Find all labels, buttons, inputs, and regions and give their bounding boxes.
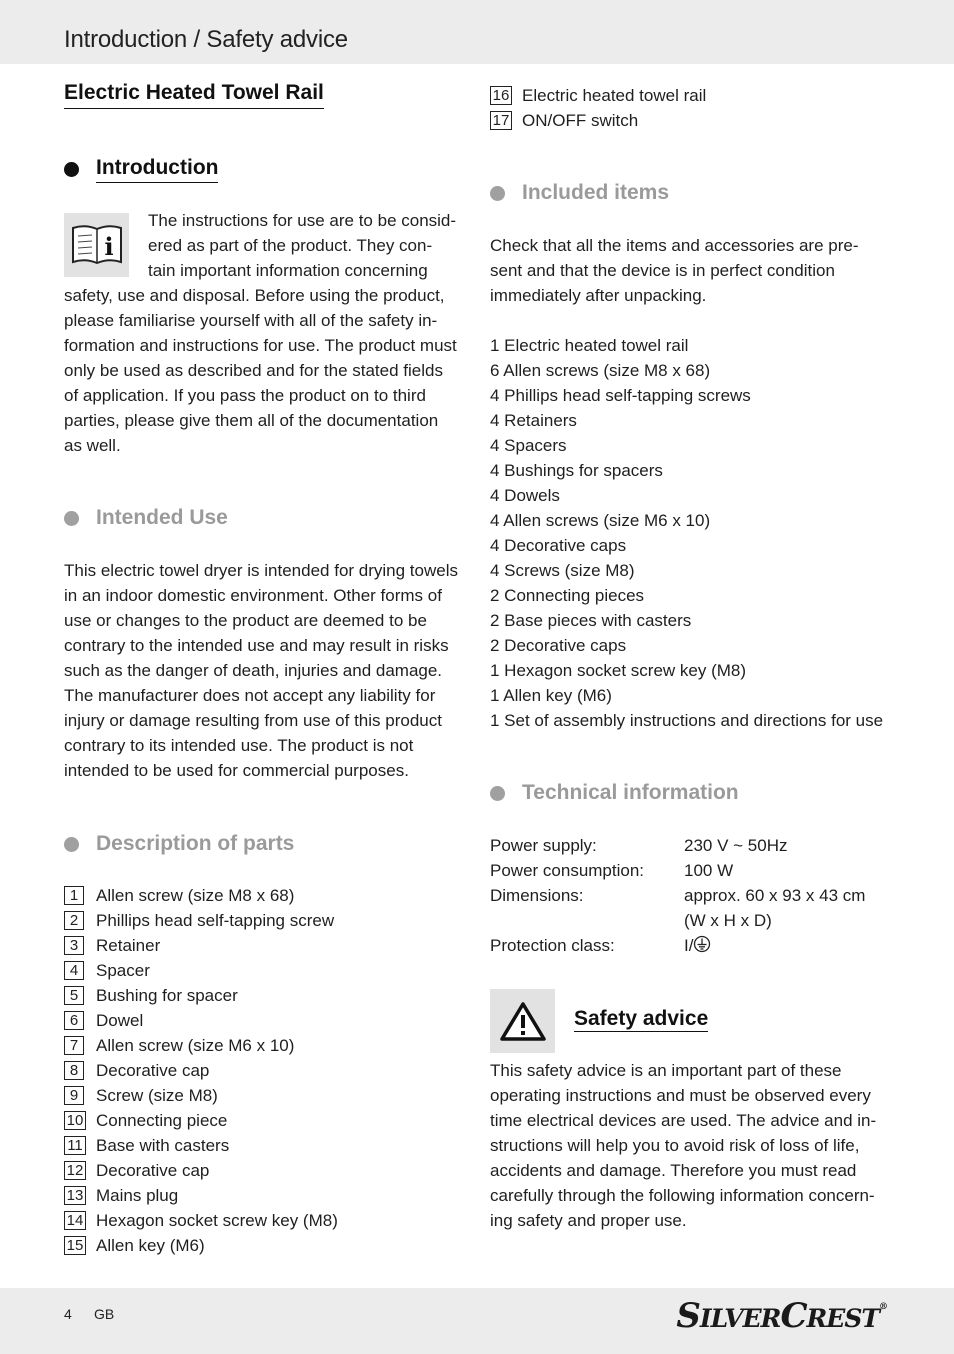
list-item: 4 Dowels: [490, 486, 560, 505]
list-item: [64, 908, 468, 933]
part-number: 12: [64, 1161, 86, 1180]
included-items-list: [490, 333, 894, 733]
registered-mark: ®: [879, 1302, 888, 1312]
text-line: intended to be used for commercial purposes.: [64, 761, 409, 780]
spec-value: approx. 60 x 93 x 43 cm: [684, 886, 866, 905]
table-row: [490, 833, 865, 858]
svg-text:i: i: [103, 232, 114, 261]
list-item: [64, 1158, 468, 1183]
page-header-title: Introduction / Safety advice: [64, 26, 348, 53]
part-number: 1: [64, 886, 84, 905]
text-line: contrary to the intended use and may result in risks: [64, 636, 449, 655]
part-label: Base with casters: [96, 1135, 230, 1155]
table-row: [490, 858, 865, 883]
part-label: Decorative cap: [96, 1060, 210, 1080]
text-line: carefully through the following information concern-: [490, 1186, 875, 1205]
part-label: Bushing for spacer: [96, 985, 238, 1005]
bullet-dot-icon: [490, 786, 505, 801]
part-number: 6: [64, 1011, 84, 1030]
included-items-intro: [490, 233, 894, 308]
logo-letters: ILVER: [699, 1304, 781, 1333]
spec-value-cell: [684, 933, 865, 960]
text-line: The manufacturer does not accept any liability for: [64, 686, 436, 705]
description-of-parts-heading: [64, 831, 294, 857]
list-item: 2 Decorative caps: [490, 636, 627, 655]
list-item: [64, 1133, 468, 1158]
list-item: [64, 1108, 468, 1133]
text-line: formation and instructions for use. The product must: [64, 336, 457, 355]
list-item: [490, 83, 894, 108]
text-line: only be used as described and for the stated fields: [64, 361, 443, 380]
list-item: 4 Retainers: [490, 411, 577, 430]
spec-key: Protection class:: [490, 936, 615, 955]
list-item: 1 Electric heated towel rail: [490, 336, 689, 355]
list-item: [64, 1033, 468, 1058]
part-label: Phillips head self-tapping screw: [96, 910, 335, 930]
list-item: 2 Base pieces with casters: [490, 611, 692, 630]
part-label: Allen key (M6): [96, 1235, 205, 1255]
part-number: 4: [64, 961, 84, 980]
spec-key: Dimensions:: [490, 886, 584, 905]
page-number: 4: [64, 1306, 72, 1322]
part-label: Allen screw (size M8 x 68): [96, 885, 295, 905]
text-line: injury or damage resulting from use of this product: [64, 711, 442, 730]
bullet-dot-icon: [490, 186, 505, 201]
earth-ground-icon: [693, 935, 711, 960]
part-label: Screw (size M8): [96, 1085, 218, 1105]
table-row: [490, 908, 865, 933]
part-number: 3: [64, 936, 84, 955]
list-item: 4 Screws (size M8): [490, 561, 635, 580]
part-number: 15: [64, 1236, 86, 1255]
list-item: [64, 1208, 468, 1233]
logo-letter: S: [676, 1296, 700, 1336]
text-line: safety, use and disposal. Before using the product,: [64, 286, 445, 305]
part-label: Retainer: [96, 935, 161, 955]
part-label: Allen screw (size M6 x 10): [96, 1035, 295, 1055]
introduction-heading: [64, 155, 218, 183]
part-number: 7: [64, 1036, 84, 1055]
bullet-dot-icon: [64, 162, 79, 177]
safety-advice-heading-text: Safety advice: [574, 1007, 709, 1030]
text-line: in an indoor domestic environment. Other forms of: [64, 586, 442, 605]
list-item: [64, 1058, 468, 1083]
document-title: Electric Heated Towel Rail: [64, 80, 324, 109]
list-item: [64, 883, 468, 908]
part-label: Decorative cap: [96, 1160, 210, 1180]
list-item: 1 Hexagon socket screw key (M8): [490, 661, 747, 680]
text-line: structions will help you to avoid risk of loss of life,: [490, 1136, 860, 1155]
part-label: Connecting piece: [96, 1110, 228, 1130]
introduction-text-top: [148, 208, 468, 283]
text-line: This safety advice is an important part of these: [490, 1061, 842, 1080]
technical-information-heading: [490, 780, 739, 806]
spec-key: Power supply:: [490, 836, 597, 855]
parts-list: [64, 883, 468, 1258]
part-label: ON/OFF switch: [522, 110, 639, 130]
text-line: parties, please give them all of the documentation: [64, 411, 439, 430]
list-item: [490, 108, 894, 133]
intended-use-text: [64, 558, 468, 783]
spec-key: Power consumption:: [490, 861, 645, 880]
warning-triangle-icon: [490, 989, 555, 1053]
intended-use-heading-text: Intended Use: [96, 506, 228, 529]
part-label: Dowel: [96, 1010, 144, 1030]
list-item: [64, 1233, 468, 1258]
list-item: [64, 1008, 468, 1033]
spec-value: 100 W: [684, 861, 734, 880]
description-of-parts-heading-text: Description of parts: [96, 832, 295, 855]
list-item: [64, 933, 468, 958]
part-label: Hexagon socket screw key (M8): [96, 1210, 338, 1230]
technical-specs-table: [490, 833, 865, 960]
text-line: immediately after unpacking.: [490, 286, 707, 305]
part-number: 13: [64, 1186, 86, 1205]
part-number: 11: [64, 1136, 86, 1155]
text-line: such as the danger of death, injuries and damage.: [64, 661, 443, 680]
list-item: 1 Allen key (M6): [490, 686, 612, 705]
text-line: of application. If you pass the product on to third: [64, 386, 426, 405]
text-line: please familiarise yourself with all of the safety in-: [64, 311, 438, 330]
list-item: [64, 1183, 468, 1208]
spec-value: 230 V ~ 50Hz: [684, 836, 788, 855]
text-line: This electric towel dryer is intended for drying towels: [64, 561, 458, 580]
text-line: as well.: [64, 436, 121, 455]
text-line: time electrical devices are used. The advice and in-: [490, 1111, 877, 1130]
silvercrest-logo: [676, 1296, 888, 1336]
parts-list-continued: [490, 83, 894, 133]
text-line: use or changes to the product are deemed to be: [64, 611, 427, 630]
list-item: [64, 958, 468, 983]
table-row: [490, 883, 865, 908]
part-number: 17: [490, 111, 512, 130]
text-line: operating instructions and must be observed every: [490, 1086, 871, 1105]
part-number: 14: [64, 1211, 86, 1230]
spec-value: (W x H x D): [684, 911, 772, 930]
safety-advice-text: [490, 1058, 900, 1233]
list-item: 4 Bushings for spacers: [490, 461, 663, 480]
text-line: contrary to its intended use. The product is not: [64, 736, 414, 755]
logo-letter: C: [780, 1296, 807, 1336]
text-line: Check that all the items and accessories are pre-: [490, 236, 859, 255]
part-label: Mains plug: [96, 1185, 179, 1205]
logo-letters: REST: [806, 1304, 879, 1333]
list-item: 4 Phillips head self-tapping screws: [490, 386, 751, 405]
list-item: [64, 983, 468, 1008]
included-items-heading-text: Included items: [522, 181, 670, 204]
bullet-dot-icon: [64, 837, 79, 852]
intended-use-heading: [64, 505, 228, 531]
text-line: ered as part of the product. They con-: [148, 236, 433, 255]
language-code: GB: [94, 1306, 115, 1322]
text-line: sent and that the device is in perfect condition: [490, 261, 835, 280]
list-item: 1 Set of assembly instructions and directions for use: [490, 711, 884, 730]
part-number: 5: [64, 986, 84, 1005]
included-items-heading: [490, 180, 669, 206]
bullet-dot-icon: [64, 511, 79, 526]
part-label: Electric heated towel rail: [522, 85, 707, 105]
text-line: The instructions for use are to be consid-: [148, 211, 457, 230]
safety-advice-heading: [574, 1006, 708, 1032]
part-label: Spacer: [96, 960, 150, 980]
part-number: 10: [64, 1111, 86, 1130]
list-item: 4 Spacers: [490, 436, 567, 455]
part-number: 2: [64, 911, 84, 930]
list-item: 2 Connecting pieces: [490, 586, 645, 605]
spec-key: [490, 908, 684, 933]
list-item: 4 Allen screws (size M6 x 10): [490, 511, 711, 530]
list-item: 6 Allen screws (size M8 x 68): [490, 361, 711, 380]
introduction-heading-text: Introduction: [96, 155, 218, 183]
text-line: ing safety and proper use.: [490, 1211, 687, 1230]
list-item: [64, 1083, 468, 1108]
part-number: 16: [490, 86, 512, 105]
table-row: [490, 933, 865, 960]
info-book-icon: [64, 213, 129, 277]
part-number: 8: [64, 1061, 84, 1080]
introduction-text-body: [64, 283, 468, 458]
spec-value: I/: [684, 936, 694, 955]
list-item: 4 Decorative caps: [490, 536, 627, 555]
text-line: accidents and damage. Therefore you must read: [490, 1161, 857, 1180]
technical-information-heading-text: Technical information: [522, 781, 739, 804]
part-number: 9: [64, 1086, 84, 1105]
text-line: tain important information concerning: [148, 261, 428, 280]
